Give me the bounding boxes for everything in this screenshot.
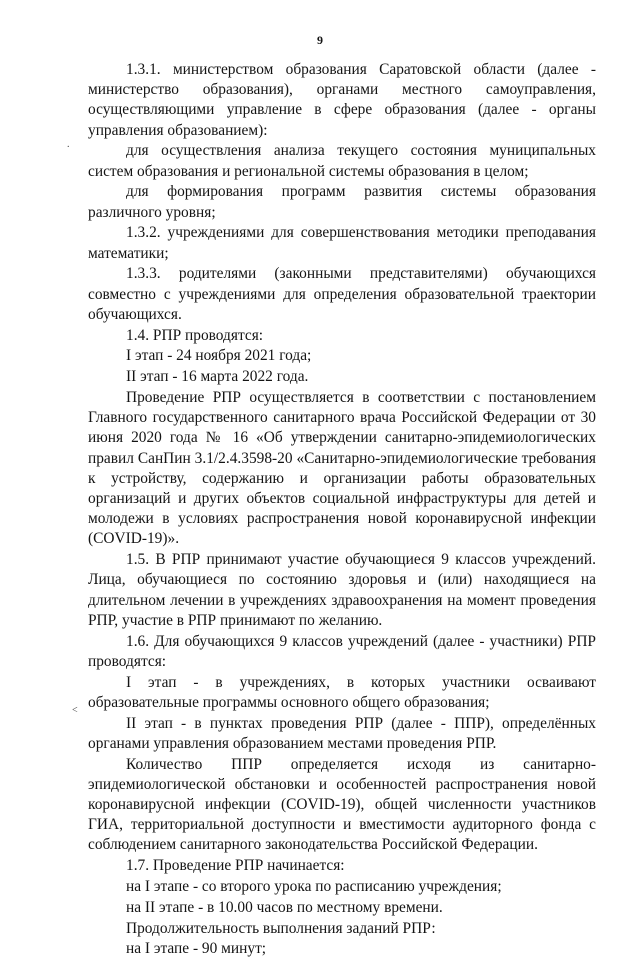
paragraph-stage-2-start: на II этапе - в 10.00 часов по местному времени. bbox=[126, 898, 443, 916]
paragraph-1-3-3: 1.3.3. родителями (законными представителями) обучающихся совместно с учреждениями для определения образовательной траектории обучающихся. bbox=[88, 265, 596, 323]
paragraph-analysis-purpose: для осуществления анализа текущего состояния муниципальных систем образования и региональной системы образования в целом; bbox=[88, 142, 596, 180]
paragraph-stage-1-duration: на I этапе - 90 минут; bbox=[126, 940, 267, 958]
paragraph-1-4: 1.4. РПР проводятся: bbox=[126, 326, 264, 344]
paragraph-stage-1-start: на I этапе - со второго урока по расписанию учреждения; bbox=[126, 878, 502, 896]
paragraph-1-3-1: 1.3.1. министерством образования Саратовской области (далее - министерство образования), органами местного самоуправления, осуществляющими управление в сфере образования (далее - органы управления образованием): bbox=[88, 61, 596, 139]
page-number: 9 bbox=[317, 33, 323, 47]
paragraph-stage-2-location: II этап - в пунктах проведения РПР (далее - ППР), определённых органами управления образованием местами проведения РПР. bbox=[88, 714, 596, 752]
paragraph-duration-heading: Продолжительность выполнения заданий РПР: bbox=[126, 919, 436, 937]
scan-speck-mark: . bbox=[67, 139, 70, 150]
paragraph-stage-2-date: II этап - 16 марта 2022 года. bbox=[126, 368, 309, 386]
paragraph-1-7: 1.7. Проведение РПР начинается: bbox=[126, 857, 345, 875]
paragraph-sanitary-rules: Проведение РПР осуществляется в соответствии с постановлением Главного государственного санитарного врача Российской Федерации от 30 июня 2020 года № 16 «Об утверждении санитарно-эпидемиологических правил СанПин 3.1/2.4.3598-20 «Санитарно-эпидемиологические требования к устройству, содержанию и организации работы образовательных организаций и других объектов социальной инфраструктуры для детей и молодежи в условиях распространения новой коронавирусной инфекции (COVID-19)». bbox=[88, 389, 596, 548]
paragraph-ppr-count: Количество ППР определяется исходя из санитарно-эпидемиологической обстановки и особенностей распространения новой коронавирусной инфекции (COVID-19), общей численности участников ГИА, территориальной доступности и вместимости аудиторного фонда с соблюдением санитарного законодательства Российской Федерации. bbox=[88, 755, 596, 854]
paragraph-1-6: 1.6. Для обучающихся 9 классов учреждений (далее - участники) РПР проводятся: bbox=[88, 632, 596, 670]
paragraph-stage-1-date: I этап - 24 ноября 2021 года; bbox=[126, 347, 312, 365]
paragraph-1-5: 1.5. В РПР принимают участие обучающиеся 9 классов учреждений. Лица, обучающиеся по состоянию здоровья и (или) находящиеся на длительном лечении в учреждениях здравоохранения на момент проведения РПР, участие в РПР принимают по желанию. bbox=[88, 551, 596, 629]
scan-speck-mark: < bbox=[72, 705, 78, 716]
paragraph-programs-purpose: для формирования программ развития системы образования различного уровня; bbox=[88, 183, 596, 221]
paragraph-stage-1-location: I этап - в учреждениях, в которых участники осваивают образовательные программы основного общего образования; bbox=[88, 673, 596, 711]
document-body bbox=[88, 60, 596, 960]
paragraph-1-3-2: 1.3.2. учреждениями для совершенствования методики преподавания математики; bbox=[88, 224, 596, 262]
